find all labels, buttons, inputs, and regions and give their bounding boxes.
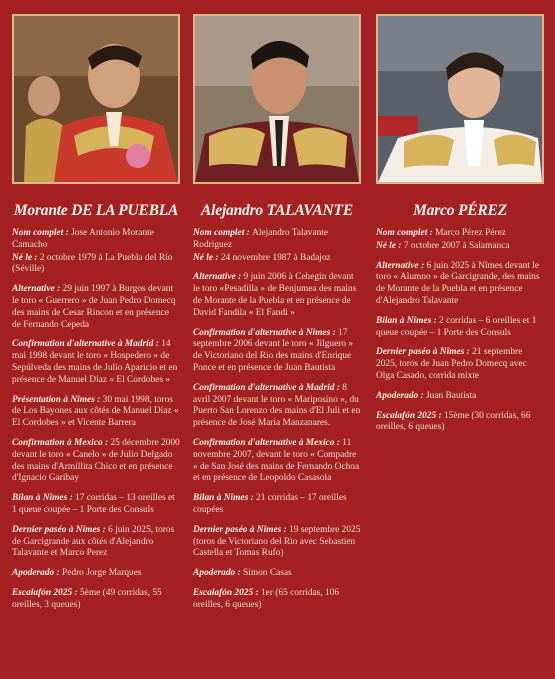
matador-name: Morante DE LA PUEBLA: [13, 202, 179, 219]
detail-confirmation-nimes: Confirmation d'alternative à Nîmes : 17 septembre 2006 devant le toro « Jilguero » de Victoriano del Rio des mains d'Enrique Ponce et en présence de Juan Bautista: [193, 327, 354, 373]
matador-column-talavante: [193, 14, 361, 620]
detail-confirmation-mexico: Confirmation à Mexico : 25 décembre 2000 devant le toro « Canelo » de Julio Delgado des mains d'Armillita Chico et en présence d'Ignacio Garibay: [12, 437, 180, 484]
matador-details: [376, 228, 544, 434]
detail-apoderado: Apoderado : Juan Bautista: [376, 390, 477, 401]
portrait-photo-talavante: [193, 14, 361, 184]
matador-name: Alejandro TALAVANTE: [201, 202, 353, 219]
detail-confirmation-madrid: Confirmation d'alternative à Madrid : 8 avril 2007 devant le toro « Mariposino », du Puerto San Lorenzo des mains d'El Juli et en présence de José Maria Manzanares.: [193, 382, 361, 429]
detail-bilan-nimes: Bilan à Nîmes : 17 corridas – 13 oreilles et 1 queue coupée – 1 Porte des Consuls: [12, 493, 175, 515]
detail-alternative: Alternative : 29 juin 1997 à Burgos devant le toro « Guerrero » de Juan Pedro Domecq des mains de Cesar Rincon et en présence de Fernando Cepeda: [12, 284, 176, 330]
detail-birth: Né le : 24 novembre 1987 à Badajoz: [193, 252, 331, 263]
detail-dernier-paseo: Dernier paséo à Nîmes : 21 septembre 2025, toros de Juan Pedro Domecq avec Olga Casado, corrida mixte: [376, 347, 527, 381]
detail-birth: Né le : 7 octobre 2007 à Salamanca: [376, 240, 510, 251]
portrait-photo-morante: [12, 14, 180, 184]
detail-apoderado: Apoderado : Pedro Jorge Marques: [12, 568, 142, 579]
matador-column-morante: [12, 14, 180, 620]
detail-alternative: Alternative : 6 juin 2025 à Nîmes devant le toro « Alumno » de Garcigrande, des mains de Morante de la Puebla et en présence d'Alejandro Talavante: [376, 260, 540, 306]
detail-full-name: Nom complet : Jose Antonio Morante Camacho: [12, 228, 154, 250]
detail-presentation-nimes: Présentation à Nîmes : 30 mai 1998, toros de Los Bayones aux côtés de Manuel Díaz « El Cordobes » et Vicente Barrera: [12, 394, 179, 429]
detail-dernier-paseo: Dernier paséo à Nîmes : 6 juin 2025, toros de Garcigrande aux côtés d'Alejandro Talavante et Marco Perez: [12, 524, 175, 559]
detail-escalafon: Escalafón 2025 : 15ème (30 corridas, 66 oreilles, 6 queues): [376, 410, 531, 433]
detail-bilan-nimes: Bilan à Nîmes : 21 corridas – 17 oreilles coupées: [193, 493, 347, 515]
detail-full-name: Nom complet : Alejandro Talavante Rodriguez: [193, 228, 329, 250]
detail-full-name: Nom complet : Marco Pérez Pérez: [376, 228, 506, 238]
detail-apoderado: Apoderado : Simon Casas: [193, 568, 292, 579]
detail-confirmation-mexico: Confirmation d'alternative à Mexico : 11 novembre 2007, devant le toro « Compadre » de San José des mains de Fernando Ochoa et en présence de Leopoldo Casasola: [193, 437, 360, 484]
detail-birth: Né le : 2 octobre 1979 à La Puebla del Río (Séville): [12, 252, 173, 275]
matador-details: [193, 228, 361, 612]
detail-dernier-paseo: Dernier paséo à Nîmes : 19 septembre 2025 (toros de Victoriano del Rio avec Sebastien Castella et Tomas Rufo): [193, 524, 361, 559]
portrait-photo-perez: [376, 14, 544, 184]
matador-column-perez: [376, 14, 544, 442]
matador-details: [12, 228, 180, 612]
detail-escalafon: Escalafón 2025 : 1er (65 corridas, 106 oreilles, 6 queues): [193, 587, 340, 610]
detail-escalafon: Escalafón 2025 : 5ème (49 corridas, 55 oreilles, 3 queues): [12, 587, 162, 610]
detail-alternative: Alternative : 9 juin 2006 à Cehegin devant le toro «Pesadilla » de Benjumea des mains de Morante de la Puebla et en présence de David Fandila « El Fandi »: [193, 272, 357, 318]
matador-name: Marco PÉREZ: [413, 202, 507, 219]
detail-bilan-nimes: Bilan à Nîmes : 2 corridas – 6 oreilles et 1 queue coupée – 1 Porte des Consuls: [376, 315, 537, 338]
detail-confirmation-madrid: Confirmation d'alternative à Madrid : 14 mai 1998 devant le toro « Hospedero » de Sepúlveda des mains de Julio Aparicio et en présence de Manuel Díaz « El Cordobes »: [12, 339, 178, 385]
